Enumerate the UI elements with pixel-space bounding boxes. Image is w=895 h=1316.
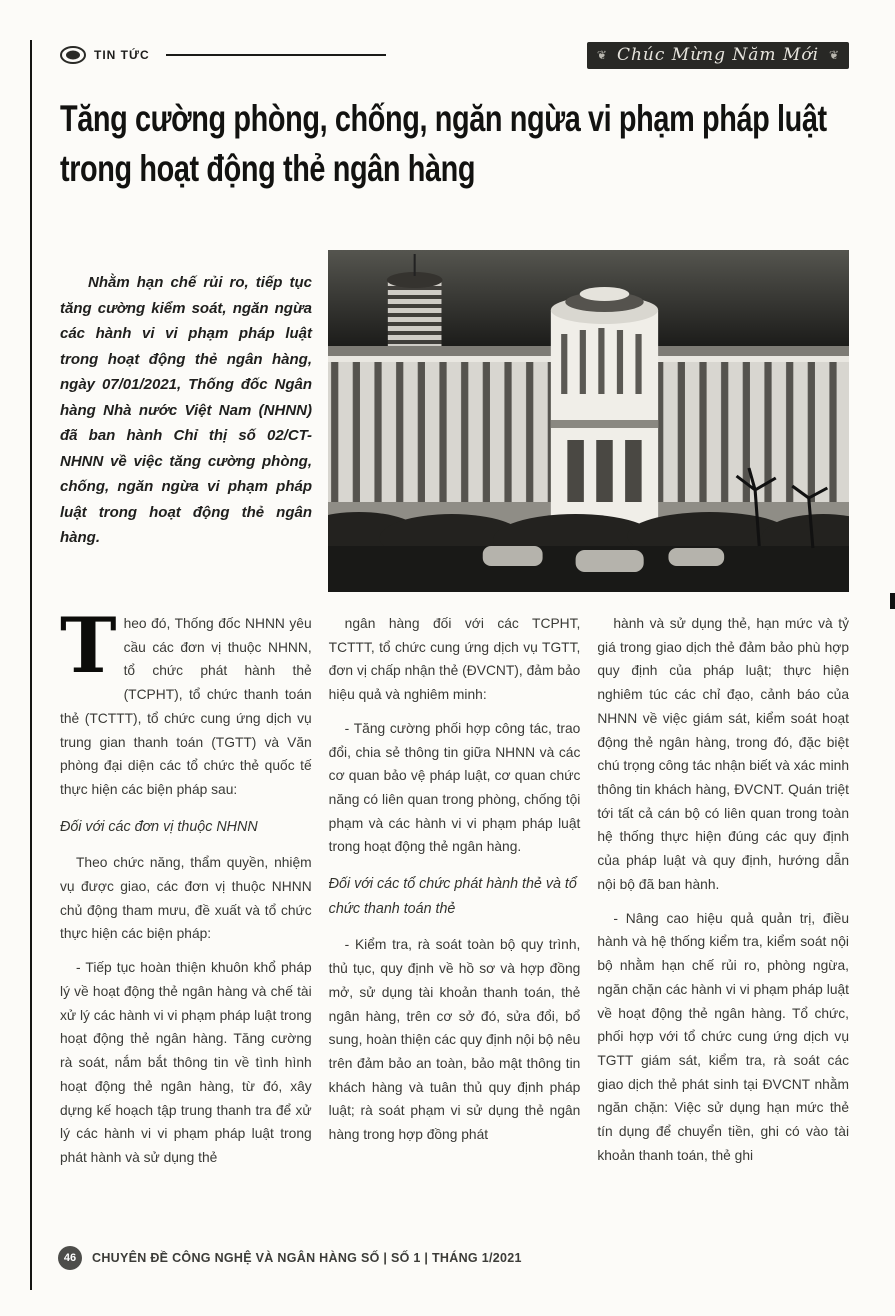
page-edge-mark xyxy=(890,593,895,609)
body-paragraph: ngân hàng đối với các TCPHT, TCTTT, tổ chức cung ứng dịch vụ TGTT, đơn vị chấp nhận thẻ (ĐVCNT), đảm bảo hiệu quả và nghiêm minh: xyxy=(328,616,581,703)
body-paragraph: - Tăng cường phối hợp công tác, trao đổi, chia sẻ thông tin giữa NHNN và các cơ quan bảo vệ pháp luật, cơ quan chức năng có liên quan trong phòng, chống tội phạm và các hành vi vi phạm pháp luật trong hoạt động thẻ ngân hàng. xyxy=(328,720,581,855)
body-column-3 xyxy=(597,612,849,1180)
footer-text: CHUYÊN ĐỀ CÔNG NGHỆ VÀ NGÂN HÀNG SỐ | SỐ 1 | THÁNG 1/2021 xyxy=(92,1251,522,1265)
banner-text: Chúc Mừng Năm Mới xyxy=(616,45,820,65)
article-lead: Nhằm hạn chế rủi ro, tiếp tục tăng cường kiểm soát, ngăn ngừa các hành vi vi phạm pháp luật trong hoạt động thẻ ngân hàng, ngày 07/01/2021, Thống đốc Ngân hàng Nhà nước Việt Nam (NHNN) đã ban hành Chỉ thị số 02/CT-NHNN về việc tăng cường phòng, chống, ngăn ngừa vi phạm pháp luật trong hoạt động thẻ ngân hàng. xyxy=(60,274,312,546)
new-year-banner xyxy=(587,42,849,69)
banner-ornament-left-icon: ❦ xyxy=(596,48,607,62)
section-subheading: Đối với các tổ chức phát hành thẻ và tổ chức thanh toán thẻ xyxy=(328,876,577,917)
body-columns xyxy=(60,601,850,1180)
journal-logo-icon xyxy=(60,46,86,64)
body-column-2 xyxy=(329,612,581,1180)
body-paragraph: - Nâng cao hiệu quả quản trị, điều hành và hệ thống kiểm tra, kiểm soát nội bộ nhằm hạn chế rủi ro, phòng ngừa, ngăn chặn các hành vi vi phạm pháp luật về hoạt động thẻ ngân hàng. Tổ chức, phối hợp với tổ chức cung ứng dịch vụ TGTT giám sát, kiểm tra, rà soát các giao dịch thẻ phát sinh tại ĐVCNT nhằm ngăn chặn: Việc sử dụng hạn mức thẻ tín dụng để chuyển tiền, ghi có vào tài khoản thanh toán, thẻ ghi xyxy=(597,910,850,1163)
article-title: Tăng cường phòng, chống, ngăn ngừa vi phạm pháp luật trong hoạt động thẻ ngân hàng xyxy=(60,98,827,190)
intro-section xyxy=(60,250,849,592)
page-number-badge: 46 xyxy=(58,1246,82,1270)
body-paragraph: Theo chức năng, thẩm quyền, nhiệm vụ được giao, các đơn vị thuộc NHNN chủ động tham mưu, đề xuất và tổ chức thực hiện các biện pháp: xyxy=(60,855,312,942)
section-subheading: Đối với các đơn vị thuộc NHNN xyxy=(60,818,258,835)
drop-cap: T xyxy=(60,601,117,690)
body-paragraph: hành và sử dụng thẻ, hạn mức và tỷ giá trong giao dịch thẻ đảm bảo phù hợp quy định của pháp luật; thực hiện nghiêm túc các chỉ đạo, cảnh báo của NHNN về việc giám sát, kiểm soát hoạt động thẻ ngân hàng, trong đó, đặc biệt chú trọng công tác nhận biết và xác minh thông tin khách hàng, ĐVCNT. Quán triệt tới tất cả cán bộ có liên quan trong toàn hệ thống thực hiện đúng các quy định của pháp luật và quy định, hướng dẫn nội bộ đã ban hành. xyxy=(597,616,850,892)
body-paragraph: - Tiếp tục hoàn thiện khuôn khổ pháp lý về hoạt động thẻ ngân hàng và chế tài xử lý các hành vi vi phạm pháp luật trong hoạt động thẻ ngân hàng. Tăng cường rà soát, nắm bắt thông tin về tình hình hoạt động thẻ ngân hàng, từ đó, xây dựng kế hoạch tập trung thanh tra để xử lý các hành vi vi phạm pháp luật trong phát hành và sử dụng thẻ xyxy=(60,960,312,1165)
left-margin-rule xyxy=(30,40,32,1290)
section-label: TIN TỨC xyxy=(94,48,150,62)
body-paragraph: Theo đó, Thống đốc NHNN yêu cầu các đơn vị thuộc NHNN, tổ chức phát hành thẻ (TCPHT), tổ chức thanh toán thẻ (TCTTT), tổ chức cung ứng dịch vụ trung gian thanh toán (TGTT) và Văn phòng đại diện các tổ chức thẻ quốc tế thực hiện các biện pháp sau: xyxy=(60,601,312,798)
body-column-1 xyxy=(60,601,312,1180)
banner-ornament-right-icon: ❦ xyxy=(829,48,840,62)
bank-building-illustration xyxy=(328,250,849,592)
bank-building-photo xyxy=(328,250,849,592)
body-paragraph: - Kiểm tra, rà soát toàn bộ quy trình, thủ tục, quy định về hồ sơ và hợp đồng mở, sử dụng tài khoản thanh toán, thẻ ngân hàng, trên cơ sở đó, sửa đổi, bổ sung, hoàn thiện các quy định nội bộ nêu trên đảm bảo an toàn, bảo mật thông tin khách hàng và tuân thủ quy định pháp luật; rà soát phạm vi sử dụng thẻ ngân hàng trong hợp đồng phát xyxy=(328,937,581,1143)
header-left xyxy=(60,46,386,64)
page-header xyxy=(60,40,849,70)
page-footer xyxy=(58,1246,522,1270)
header-rule xyxy=(166,54,386,56)
